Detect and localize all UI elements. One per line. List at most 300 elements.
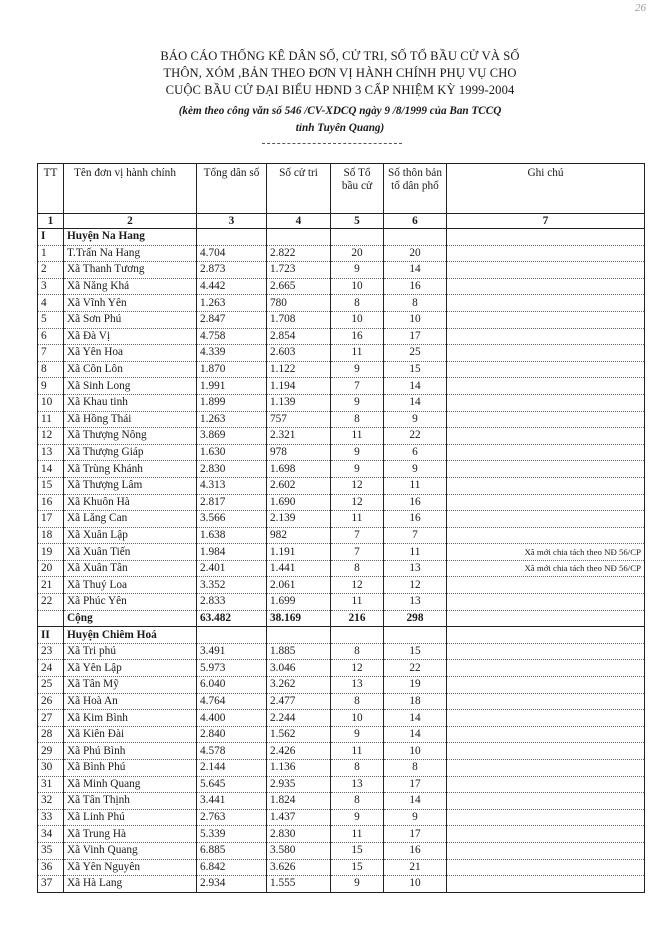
row-voters: 2.321	[267, 428, 331, 445]
row-election-groups: 9	[331, 461, 384, 478]
row-note	[447, 328, 645, 345]
row-villages: 10	[384, 743, 447, 760]
row-note	[447, 776, 645, 793]
row-voters: 978	[267, 444, 331, 461]
table-row	[38, 726, 645, 743]
row-villages: 14	[384, 793, 447, 810]
row-election-groups: 11	[331, 594, 384, 611]
row-note	[447, 394, 645, 411]
row-unit-name: Xã Xuân Tiến	[64, 544, 197, 561]
row-voters: 2.602	[267, 477, 331, 494]
row-tt: 17	[38, 511, 64, 528]
row-election-groups: 11	[331, 743, 384, 760]
title-line-1: BÁO CÁO THỐNG KÊ DÂN SỐ, CỬ TRI, SỐ TỔ BẦU CỬ VÀ SỐ	[160, 49, 520, 63]
row-election-groups: 12	[331, 477, 384, 494]
district-number: II	[38, 627, 64, 644]
row-election-groups: 13	[331, 776, 384, 793]
row-unit-name: Xã Trùng Khánh	[64, 461, 197, 478]
row-tt: 37	[38, 876, 64, 893]
table-row	[38, 311, 645, 328]
row-unit-name: Xã Côn Lôn	[64, 361, 197, 378]
row-population: 2.830	[197, 461, 267, 478]
report-title	[60, 48, 620, 99]
row-tt: 28	[38, 726, 64, 743]
total-election-groups: 216	[331, 610, 384, 627]
row-villages: 13	[384, 594, 447, 611]
table-row	[38, 660, 645, 677]
row-unit-name: Xã Yên Hoa	[64, 345, 197, 362]
row-population: 2.840	[197, 726, 267, 743]
table-row	[38, 245, 645, 262]
row-tt: 8	[38, 361, 64, 378]
row-tt: 27	[38, 710, 64, 727]
row-unit-name: Xã Phúc Yên	[64, 594, 197, 611]
row-note	[447, 793, 645, 810]
table-row	[38, 328, 645, 345]
row-villages: 22	[384, 428, 447, 445]
row-election-groups: 9	[331, 726, 384, 743]
row-tt: 22	[38, 594, 64, 611]
title-line-3: CUỘC BẦU CỬ ĐẠI BIỂU HĐND 3 CẤP NHIỆM KỲ 1999-2004	[165, 83, 515, 97]
district-row	[38, 627, 645, 644]
table-row	[38, 345, 645, 362]
row-voters: 2.935	[267, 776, 331, 793]
row-unit-name: Xã Xuân Lập	[64, 527, 197, 544]
row-tt: 26	[38, 693, 64, 710]
row-note	[447, 378, 645, 395]
table-row	[38, 793, 645, 810]
row-voters: 3.626	[267, 859, 331, 876]
table-row	[38, 560, 645, 577]
row-tt: 30	[38, 760, 64, 777]
row-unit-name: Xã Linh Phú	[64, 809, 197, 826]
table-row	[38, 494, 645, 511]
row-note	[447, 311, 645, 328]
district-row	[38, 229, 645, 246]
row-note	[447, 444, 645, 461]
subtitle-line-2: tỉnh Tuyên Quang)	[295, 122, 385, 134]
row-election-groups: 11	[331, 345, 384, 362]
row-tt: 14	[38, 461, 64, 478]
table-row	[38, 428, 645, 445]
row-voters: 2.426	[267, 743, 331, 760]
row-tt: 31	[38, 776, 64, 793]
row-unit-name: Xã Vinh Quang	[64, 842, 197, 859]
row-election-groups: 8	[331, 793, 384, 810]
district-name: Huyện Na Hang	[64, 229, 197, 246]
subtitle-line-1: (kèm theo công văn số 546 /CV-XDCQ ngày 9 /8/1999 của Ban TCCQ	[178, 105, 502, 117]
row-election-groups: 9	[331, 876, 384, 893]
row-unit-name: Xã Thượng Lâm	[64, 477, 197, 494]
row-voters: 2.477	[267, 693, 331, 710]
row-population: 6.040	[197, 677, 267, 694]
table-row	[38, 643, 645, 660]
row-population: 2.934	[197, 876, 267, 893]
table-row	[38, 760, 645, 777]
row-unit-name: Xã Kiên Đài	[64, 726, 197, 743]
row-voters: 1.723	[267, 262, 331, 279]
row-tt: 11	[38, 411, 64, 428]
row-voters: 2.603	[267, 345, 331, 362]
row-election-groups: 10	[331, 278, 384, 295]
row-tt: 24	[38, 660, 64, 677]
row-villages: 19	[384, 677, 447, 694]
title-line-2: THÔN, XÓM ,BẢN THEO ĐƠN VỊ HÀNH CHÍNH PHỤ VỤ CHO	[163, 66, 517, 80]
row-tt: 34	[38, 826, 64, 843]
row-note	[447, 643, 645, 660]
col-number: 5	[331, 214, 384, 229]
table-row	[38, 743, 645, 760]
row-population: 6.842	[197, 859, 267, 876]
row-voters: 1.191	[267, 544, 331, 561]
row-election-groups: 7	[331, 378, 384, 395]
row-tt: 23	[38, 643, 64, 660]
row-tt: 1	[38, 245, 64, 262]
row-villages: 6	[384, 444, 447, 461]
row-villages: 13	[384, 560, 447, 577]
col-number: 4	[267, 214, 331, 229]
row-population: 2.847	[197, 311, 267, 328]
statistics-table	[37, 163, 645, 893]
row-note	[447, 345, 645, 362]
table-row	[38, 842, 645, 859]
row-note	[447, 710, 645, 727]
table-row	[38, 826, 645, 843]
row-election-groups: 9	[331, 262, 384, 279]
row-unit-name: Xã Thượng Nông	[64, 428, 197, 445]
row-note	[447, 594, 645, 611]
row-unit-name: Xã Hà Lang	[64, 876, 197, 893]
row-population: 6.885	[197, 842, 267, 859]
table-row	[38, 809, 645, 826]
row-election-groups: 15	[331, 859, 384, 876]
row-voters: 982	[267, 527, 331, 544]
row-unit-name: Xã Thanh Tương	[64, 262, 197, 279]
table-row	[38, 594, 645, 611]
row-villages: 16	[384, 494, 447, 511]
row-tt: 20	[38, 560, 64, 577]
row-population: 4.313	[197, 477, 267, 494]
row-election-groups: 9	[331, 809, 384, 826]
column-number-row	[38, 214, 645, 229]
row-villages: 8	[384, 295, 447, 312]
row-villages: 17	[384, 776, 447, 793]
row-population: 4.578	[197, 743, 267, 760]
row-unit-name: Xã Sơn Phú	[64, 311, 197, 328]
row-population: 5.645	[197, 776, 267, 793]
row-election-groups: 15	[331, 842, 384, 859]
row-population: 3.491	[197, 643, 267, 660]
row-note	[447, 842, 645, 859]
total-villages: 298	[384, 610, 447, 627]
row-unit-name: Xã Khuôn Hà	[64, 494, 197, 511]
row-villages: 22	[384, 660, 447, 677]
row-note	[447, 876, 645, 893]
row-villages: 8	[384, 760, 447, 777]
row-unit-name: Xã Hồng Thái	[64, 411, 197, 428]
row-tt: 7	[38, 345, 64, 362]
row-population: 1.263	[197, 295, 267, 312]
row-note	[447, 245, 645, 262]
row-unit-name: T.Trấn Na Hang	[64, 245, 197, 262]
row-note	[447, 461, 645, 478]
table-row	[38, 262, 645, 279]
table-row	[38, 444, 645, 461]
table-row	[38, 677, 645, 694]
row-population: 4.339	[197, 345, 267, 362]
col-header-voters: Số cử tri	[267, 164, 331, 214]
row-villages: 16	[384, 278, 447, 295]
row-election-groups: 8	[331, 643, 384, 660]
total-label: Cộng	[64, 610, 197, 627]
row-unit-name: Xã Sinh Long	[64, 378, 197, 395]
row-tt: 33	[38, 809, 64, 826]
row-election-groups: 8	[331, 560, 384, 577]
row-villages: 16	[384, 511, 447, 528]
row-election-groups: 9	[331, 394, 384, 411]
row-note	[447, 361, 645, 378]
row-villages: 25	[384, 345, 447, 362]
row-population: 3.869	[197, 428, 267, 445]
row-villages: 18	[384, 693, 447, 710]
row-election-groups: 20	[331, 245, 384, 262]
col-number: 3	[197, 214, 267, 229]
row-voters: 1.437	[267, 809, 331, 826]
row-population: 4.400	[197, 710, 267, 727]
row-election-groups: 7	[331, 544, 384, 561]
row-population: 1.870	[197, 361, 267, 378]
row-population: 3.352	[197, 577, 267, 594]
col-number: 7	[447, 214, 645, 229]
row-population: 4.758	[197, 328, 267, 345]
table-row	[38, 295, 645, 312]
row-election-groups: 9	[331, 444, 384, 461]
table-row	[38, 544, 645, 561]
col-number: 1	[38, 214, 64, 229]
row-note	[447, 411, 645, 428]
row-voters: 1.441	[267, 560, 331, 577]
row-note	[447, 577, 645, 594]
row-villages: 14	[384, 394, 447, 411]
table-row	[38, 461, 645, 478]
row-voters: 1.698	[267, 461, 331, 478]
row-tt: 4	[38, 295, 64, 312]
row-election-groups: 11	[331, 826, 384, 843]
row-villages: 14	[384, 710, 447, 727]
row-note	[447, 826, 645, 843]
row-tt: 32	[38, 793, 64, 810]
row-voters: 1.708	[267, 311, 331, 328]
row-unit-name: Xã Bình Phú	[64, 760, 197, 777]
row-election-groups: 8	[331, 295, 384, 312]
row-note	[447, 262, 645, 279]
table-row	[38, 361, 645, 378]
col-header-villages: Số thôn bản tổ dân phố	[384, 164, 447, 214]
row-villages: 15	[384, 643, 447, 660]
row-election-groups: 10	[331, 710, 384, 727]
row-unit-name: Xã Minh Quang	[64, 776, 197, 793]
row-villages: 11	[384, 544, 447, 561]
col-number: 6	[384, 214, 447, 229]
row-tt: 10	[38, 394, 64, 411]
col-header-unit-name: Tên đơn vị hành chính	[64, 164, 197, 214]
row-election-groups: 9	[331, 361, 384, 378]
row-population: 1.638	[197, 527, 267, 544]
table-row	[38, 378, 645, 395]
row-note: Xã mới chia tách theo NĐ 56/CP	[447, 560, 645, 577]
row-tt: 15	[38, 477, 64, 494]
table-row	[38, 859, 645, 876]
row-voters: 3.262	[267, 677, 331, 694]
row-election-groups: 8	[331, 760, 384, 777]
row-voters: 1.194	[267, 378, 331, 395]
row-voters: 1.885	[267, 643, 331, 660]
row-villages: 17	[384, 328, 447, 345]
col-header-election-groups: Số Tổ bầu cử	[331, 164, 384, 214]
row-unit-name: Xã Thuý Loa	[64, 577, 197, 594]
table-row	[38, 511, 645, 528]
row-unit-name: Xã Tân Mỹ	[64, 677, 197, 694]
row-election-groups: 8	[331, 693, 384, 710]
row-tt: 6	[38, 328, 64, 345]
row-note	[447, 527, 645, 544]
row-unit-name: Xã Tân Thịnh	[64, 793, 197, 810]
row-voters: 1.139	[267, 394, 331, 411]
total-row	[38, 610, 645, 627]
row-villages: 7	[384, 527, 447, 544]
row-unit-name: Xã Phú Bình	[64, 743, 197, 760]
row-villages: 14	[384, 262, 447, 279]
row-villages: 14	[384, 378, 447, 395]
row-voters: 2.061	[267, 577, 331, 594]
row-villages: 16	[384, 842, 447, 859]
row-election-groups: 12	[331, 577, 384, 594]
row-note	[447, 693, 645, 710]
row-tt: 16	[38, 494, 64, 511]
row-unit-name: Xã Năng Khả	[64, 278, 197, 295]
row-villages: 21	[384, 859, 447, 876]
row-voters: 2.830	[267, 826, 331, 843]
row-voters: 1.136	[267, 760, 331, 777]
row-note	[447, 511, 645, 528]
row-voters: 3.046	[267, 660, 331, 677]
row-voters: 1.555	[267, 876, 331, 893]
row-tt: 29	[38, 743, 64, 760]
row-population: 1.984	[197, 544, 267, 561]
row-election-groups: 12	[331, 494, 384, 511]
page-number-mark: 26	[635, 2, 646, 14]
row-villages: 20	[384, 245, 447, 262]
total-voters: 38.169	[267, 610, 331, 627]
row-tt: 36	[38, 859, 64, 876]
row-note	[447, 760, 645, 777]
row-voters: 2.139	[267, 511, 331, 528]
row-villages: 17	[384, 826, 447, 843]
row-villages: 11	[384, 477, 447, 494]
row-villages: 14	[384, 726, 447, 743]
row-note	[447, 428, 645, 445]
row-election-groups: 12	[331, 660, 384, 677]
row-election-groups: 7	[331, 527, 384, 544]
district-number: I	[38, 229, 64, 246]
row-tt: 9	[38, 378, 64, 395]
row-tt: 2	[38, 262, 64, 279]
row-voters: 757	[267, 411, 331, 428]
row-note	[447, 477, 645, 494]
col-header-tt: TT	[38, 164, 64, 214]
table-row	[38, 577, 645, 594]
row-note	[447, 677, 645, 694]
row-unit-name: Xã Kim Bình	[64, 710, 197, 727]
row-population: 5.973	[197, 660, 267, 677]
row-unit-name: Xã Thượng Giáp	[64, 444, 197, 461]
row-voters: 1.699	[267, 594, 331, 611]
row-note	[447, 743, 645, 760]
row-unit-name: Xã Khau tinh	[64, 394, 197, 411]
row-voters: 1.562	[267, 726, 331, 743]
row-voters: 2.244	[267, 710, 331, 727]
row-villages: 10	[384, 876, 447, 893]
row-unit-name: Xã Xuân Tân	[64, 560, 197, 577]
table-row	[38, 394, 645, 411]
row-tt: 3	[38, 278, 64, 295]
row-unit-name: Xã Trung Hà	[64, 826, 197, 843]
row-unit-name: Xã Yên Nguyên	[64, 859, 197, 876]
row-unit-name: Xã Yên Lập	[64, 660, 197, 677]
row-note	[447, 278, 645, 295]
row-tt: 25	[38, 677, 64, 694]
row-voters: 3.580	[267, 842, 331, 859]
row-voters: 1.690	[267, 494, 331, 511]
report-subtitle	[100, 103, 580, 137]
table-row	[38, 693, 645, 710]
row-unit-name: Xã Hoà An	[64, 693, 197, 710]
row-population: 1.991	[197, 378, 267, 395]
row-population: 4.442	[197, 278, 267, 295]
row-population: 3.566	[197, 511, 267, 528]
row-population: 2.873	[197, 262, 267, 279]
table-row	[38, 776, 645, 793]
row-tt: 21	[38, 577, 64, 594]
row-population: 3.441	[197, 793, 267, 810]
row-villages: 10	[384, 311, 447, 328]
row-villages: 9	[384, 461, 447, 478]
row-villages: 9	[384, 411, 447, 428]
row-population: 1.899	[197, 394, 267, 411]
row-voters: 1.824	[267, 793, 331, 810]
row-population: 2.817	[197, 494, 267, 511]
table-row	[38, 527, 645, 544]
row-voters: 1.122	[267, 361, 331, 378]
row-unit-name: Xã Lăng Can	[64, 511, 197, 528]
table-row	[38, 710, 645, 727]
row-voters: 2.854	[267, 328, 331, 345]
row-unit-name: Xã Vĩnh Yên	[64, 295, 197, 312]
row-population: 2.833	[197, 594, 267, 611]
row-population: 1.263	[197, 411, 267, 428]
title-separator	[262, 143, 402, 144]
row-tt: 35	[38, 842, 64, 859]
row-tt: 18	[38, 527, 64, 544]
row-population: 2.763	[197, 809, 267, 826]
row-note	[447, 295, 645, 312]
row-population: 2.401	[197, 560, 267, 577]
row-population: 4.764	[197, 693, 267, 710]
row-election-groups: 11	[331, 511, 384, 528]
table-body	[38, 229, 645, 893]
row-note	[447, 660, 645, 677]
table-row	[38, 278, 645, 295]
